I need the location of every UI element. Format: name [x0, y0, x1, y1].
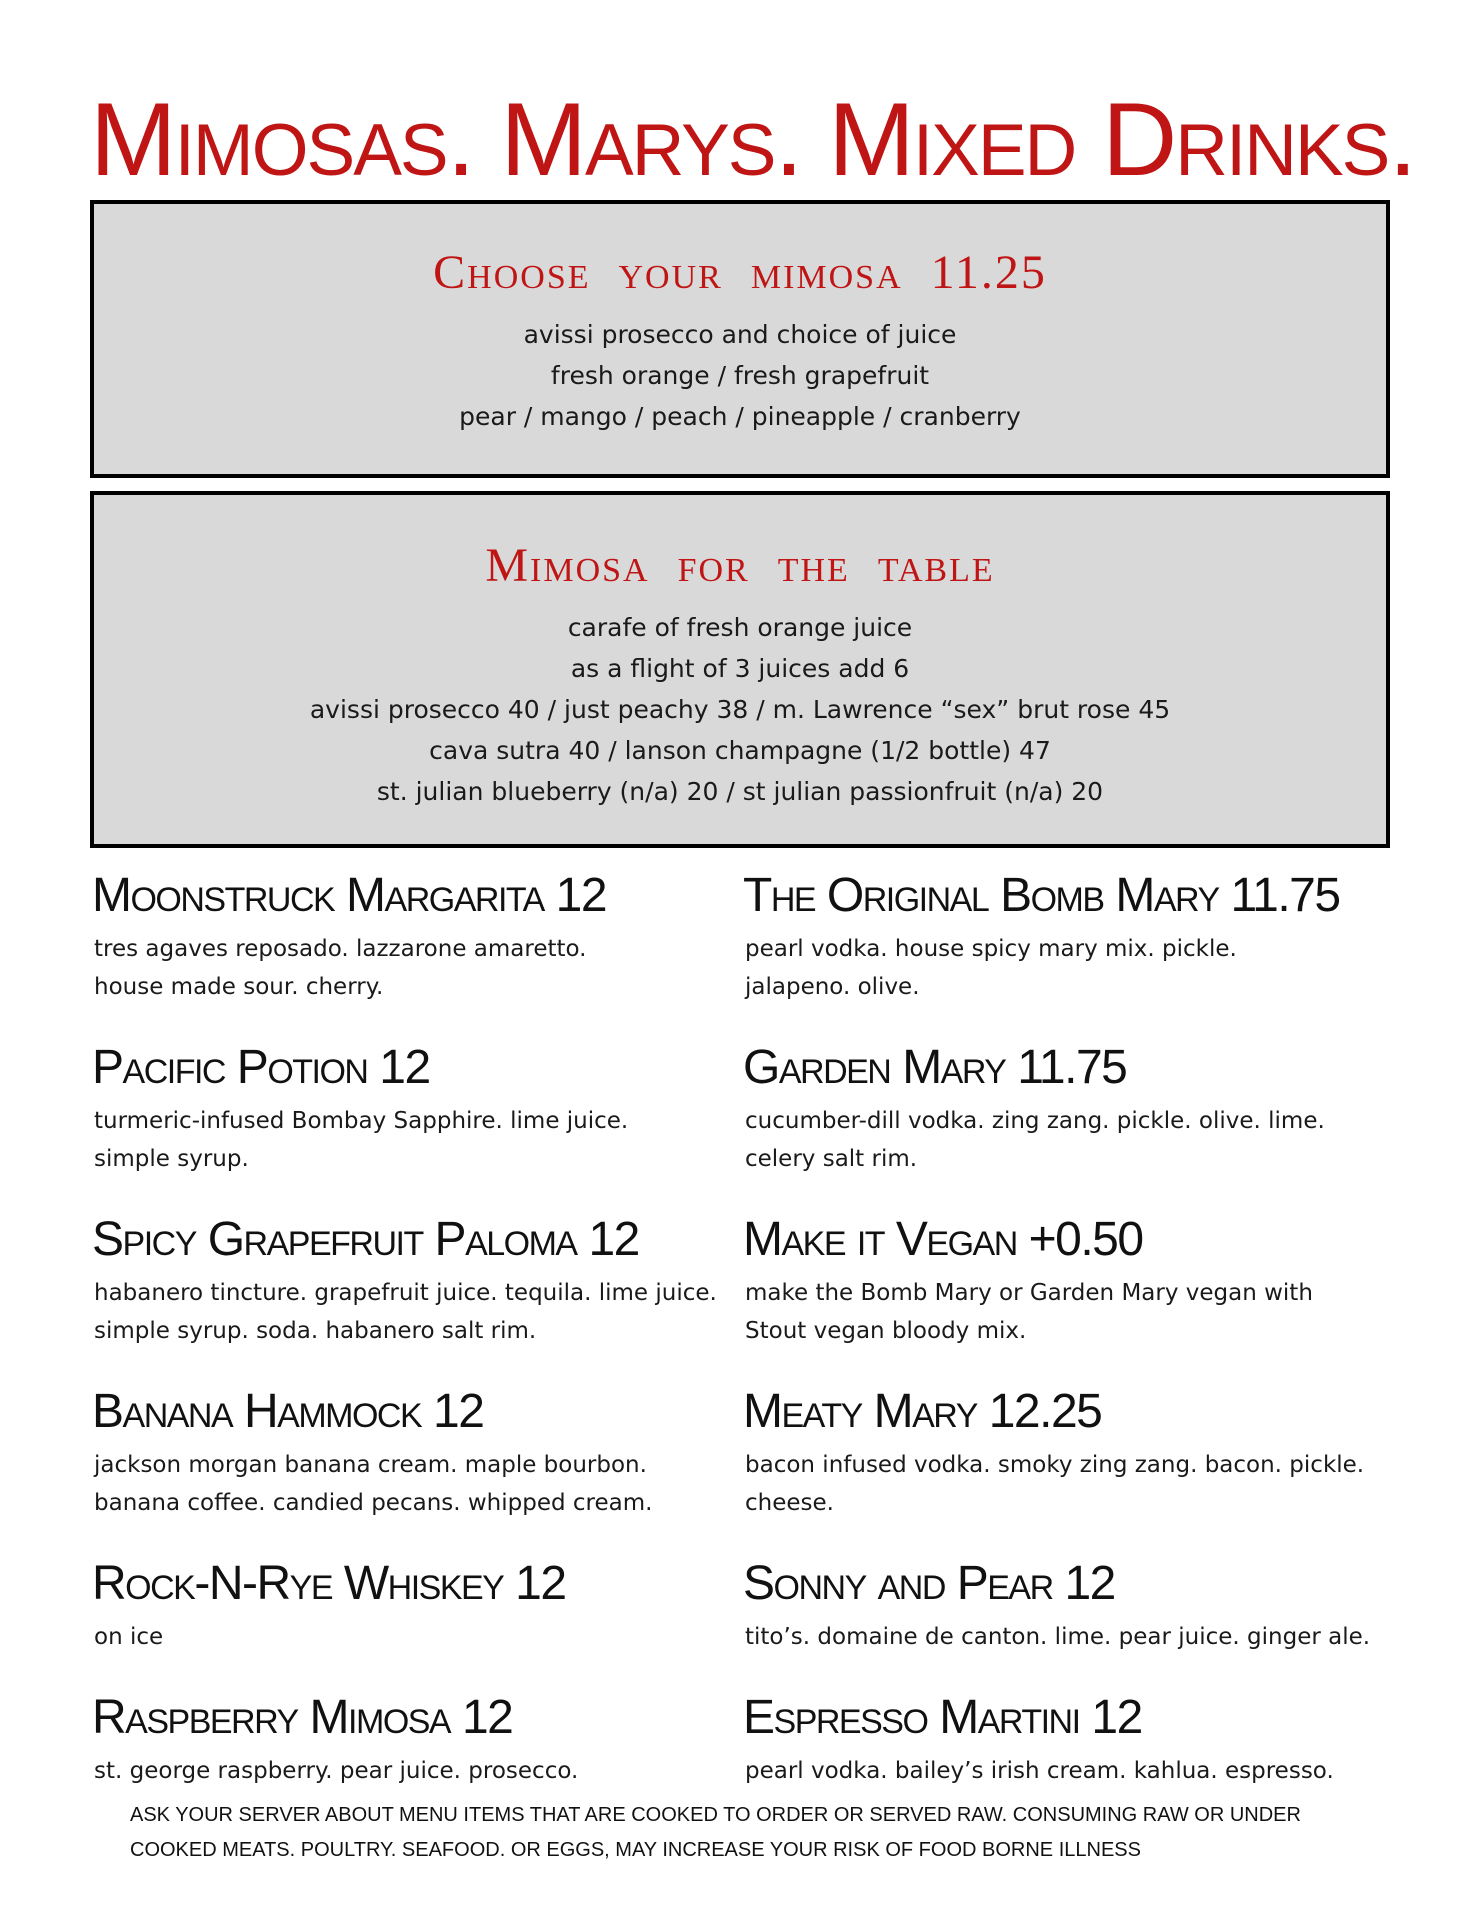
menu-item-description: bacon infused vodka. smoky zing zang. bacon. pickle. [745, 1452, 1365, 1478]
menu-item-description: Stout vegan bloody mix. [745, 1318, 1027, 1344]
menu-item-description: cucumber-dill vodka. zing zang. pickle. olive. lime. [745, 1108, 1325, 1134]
menu-item-description: tito’s. domaine de canton. lime. pear juice. ginger ale. [745, 1624, 1371, 1650]
menu-item-description: st. george raspberry. pear juice. prosecco. [94, 1758, 579, 1784]
menu-item [743, 1040, 1403, 1212]
menu-item [743, 1556, 1403, 1690]
menu-item-name: Make it Vegan +0.50 [743, 1213, 1143, 1266]
mimosa-detail-line: avissi prosecco and choice of juice [523, 320, 957, 349]
menu-item [92, 1212, 752, 1384]
table-mimosa-detail-line: as a flight of 3 juices add 6 [570, 654, 910, 683]
menu-item [92, 1556, 752, 1690]
menu-item-description: pearl vodka. house spicy mary mix. pickle. [745, 936, 1237, 962]
menu-item-name: Espresso Martini 12 [743, 1691, 1142, 1744]
menu-item [92, 1690, 752, 1790]
food-safety-disclaimer [130, 1798, 1370, 1868]
menu-item-description: cheese. [745, 1490, 834, 1516]
choose-your-mimosa-heading: Choose your mimosa 11.25 [433, 246, 1047, 299]
menu-item-description: on ice [94, 1624, 164, 1650]
menu-item-description: habanero tincture. grapefruit juice. tequila. lime juice. [94, 1280, 717, 1306]
mimosa-for-the-table-heading: Mimosa for the table [485, 539, 995, 592]
disclaimer-line: COOKED MEATS. POULTRY. SEAFOOD. OR EGGS, MAY INCREASE YOUR RISK OF FOOD BORNE ILLNESS [130, 1839, 1141, 1861]
menu-item-description: simple syrup. soda. habanero salt rim. [94, 1318, 537, 1344]
menu-item-description: banana coffee. candied pecans. whipped cream. [94, 1490, 653, 1516]
menu-item-description: make the Bomb Mary or Garden Mary vegan with [745, 1280, 1313, 1306]
menu-item-name: Rock-N-Rye Whiskey 12 [92, 1557, 566, 1610]
mimosa-detail-line: pear / mango / peach / pineapple / cranberry [459, 402, 1021, 431]
menu-item-name: Meaty Mary 12.25 [743, 1385, 1102, 1438]
menu-item-name: Spicy Grapefruit Paloma 12 [92, 1213, 639, 1266]
menu-item-description: house made sour. cherry. [94, 974, 384, 1000]
menu-item [743, 1212, 1403, 1384]
table-mimosa-detail-line: carafe of fresh orange juice [567, 613, 913, 642]
mimosa-detail-line: fresh orange / fresh grapefruit [550, 361, 930, 390]
menu-item-name: Garden Mary 11.75 [743, 1041, 1127, 1094]
menu-item-name: Sonny and Pear 12 [743, 1557, 1115, 1610]
right-drinks-column [743, 868, 1403, 1790]
menu-item-description: pearl vodka. bailey’s irish cream. kahlua. espresso. [745, 1758, 1334, 1784]
menu-item-description: jalapeno. olive. [745, 974, 920, 1000]
menu-item [743, 1690, 1403, 1790]
menu-item [92, 1040, 752, 1212]
menu-item [92, 1384, 752, 1556]
left-drinks-column [92, 868, 752, 1790]
menu-item-description: jackson morgan banana cream. maple bourbon. [94, 1452, 647, 1478]
menu-item-name: Raspberry Mimosa 12 [92, 1691, 513, 1744]
table-mimosa-detail-line: avissi prosecco 40 / just peachy 38 / m. Lawrence “sex” brut rose 45 [309, 695, 1171, 724]
menu-item-description: celery salt rim. [745, 1146, 918, 1172]
menu-item-name: Moonstruck Margarita 12 [92, 869, 607, 922]
mimosa-for-the-table-box [90, 491, 1390, 848]
menu-item-name: The Original Bomb Mary 11.75 [743, 869, 1340, 922]
menu-item-description: tres agaves reposado. lazzarone amaretto. [94, 936, 587, 962]
menu-item [743, 1384, 1403, 1556]
table-mimosa-detail-line: st. julian blueberry (n/a) 20 / st julian passionfruit (n/a) 20 [376, 777, 1104, 806]
menu-item-name: Pacific Potion 12 [92, 1041, 430, 1094]
menu-item-description: simple syrup. [94, 1146, 249, 1172]
menu-item [743, 868, 1403, 1040]
menu-item-description: turmeric-infused Bombay Sapphire. lime juice. [94, 1108, 629, 1134]
menu-item [92, 868, 752, 1040]
menu-item-name: Banana Hammock 12 [92, 1385, 484, 1438]
choose-your-mimosa-box [90, 200, 1390, 478]
disclaimer-line: ASK YOUR SERVER ABOUT MENU ITEMS THAT ARE COOKED TO ORDER OR SERVED RAW. CONSUMING RAW OR UNDER [130, 1804, 1301, 1826]
menu-title: Mimosas. Marys. Mixed Drinks. [90, 82, 1416, 198]
table-mimosa-detail-line: cava sutra 40 / lanson champagne (1/2 bottle) 47 [429, 736, 1051, 765]
